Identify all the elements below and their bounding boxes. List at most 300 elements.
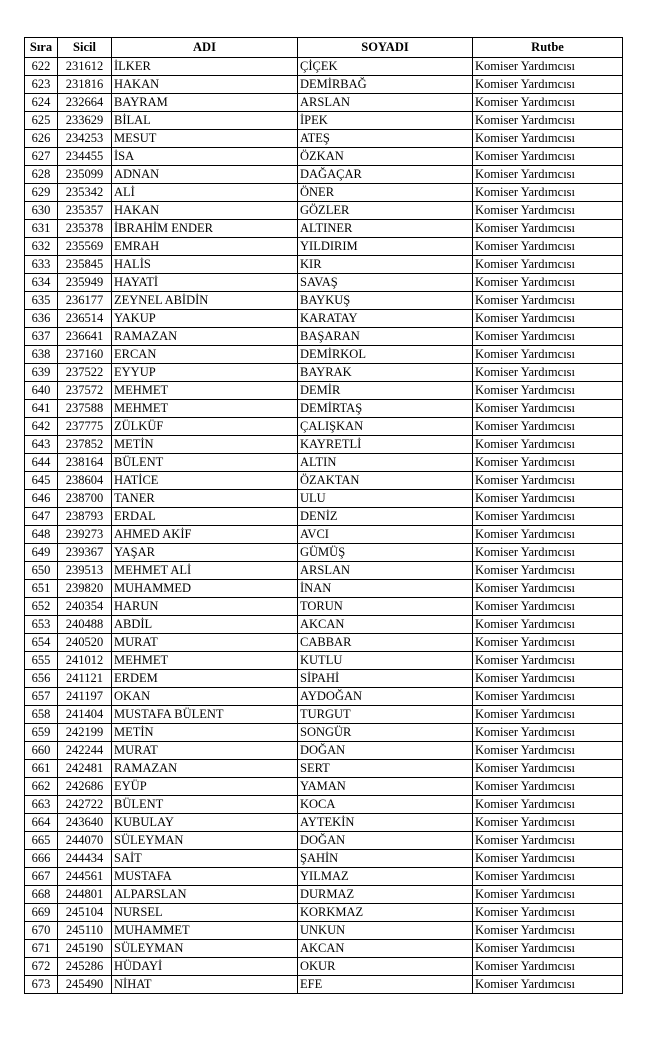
cell-sicil: 236514 xyxy=(58,310,112,328)
table-row xyxy=(25,346,623,364)
cell-sicil: 237572 xyxy=(58,382,112,400)
cell-adi: MUHAMMET xyxy=(112,922,298,940)
cell-soyadi: ALTIN xyxy=(298,454,473,472)
cell-adi: TANER xyxy=(112,490,298,508)
personnel-table xyxy=(24,37,623,994)
table-row xyxy=(25,796,623,814)
cell-rutbe: Komiser Yardımcısı xyxy=(473,148,623,166)
cell-rutbe: Komiser Yardımcısı xyxy=(473,454,623,472)
table-row xyxy=(25,292,623,310)
cell-sira: 673 xyxy=(25,976,58,994)
cell-sicil: 235569 xyxy=(58,238,112,256)
cell-rutbe: Komiser Yardımcısı xyxy=(473,796,623,814)
cell-adi: MUHAMMED xyxy=(112,580,298,598)
cell-rutbe: Komiser Yardımcısı xyxy=(473,76,623,94)
cell-sicil: 245286 xyxy=(58,958,112,976)
cell-sira: 650 xyxy=(25,562,58,580)
cell-sicil: 242244 xyxy=(58,742,112,760)
cell-sira: 644 xyxy=(25,454,58,472)
cell-adi: NİHAT xyxy=(112,976,298,994)
cell-soyadi: KOCA xyxy=(298,796,473,814)
cell-rutbe: Komiser Yardımcısı xyxy=(473,220,623,238)
cell-soyadi: AVCI xyxy=(298,526,473,544)
table-row xyxy=(25,130,623,148)
cell-sicil: 242722 xyxy=(58,796,112,814)
cell-adi: MUSTAFA BÜLENT xyxy=(112,706,298,724)
cell-soyadi: BAYKUŞ xyxy=(298,292,473,310)
cell-rutbe: Komiser Yardımcısı xyxy=(473,778,623,796)
cell-adi: MEHMET xyxy=(112,400,298,418)
cell-rutbe: Komiser Yardımcısı xyxy=(473,346,623,364)
table-row xyxy=(25,94,623,112)
table-row xyxy=(25,472,623,490)
cell-sira: 636 xyxy=(25,310,58,328)
cell-sira: 651 xyxy=(25,580,58,598)
cell-sira: 642 xyxy=(25,418,58,436)
cell-sicil: 237160 xyxy=(58,346,112,364)
cell-rutbe: Komiser Yardımcısı xyxy=(473,418,623,436)
cell-soyadi: OKUR xyxy=(298,958,473,976)
cell-rutbe: Komiser Yardımcısı xyxy=(473,850,623,868)
cell-rutbe: Komiser Yardımcısı xyxy=(473,184,623,202)
cell-sira: 643 xyxy=(25,436,58,454)
table-row xyxy=(25,922,623,940)
cell-soyadi: YILMAZ xyxy=(298,868,473,886)
cell-adi: HAKAN xyxy=(112,202,298,220)
cell-adi: ALİ xyxy=(112,184,298,202)
cell-adi: SAİT xyxy=(112,850,298,868)
cell-rutbe: Komiser Yardımcısı xyxy=(473,958,623,976)
header-sira: Sıra xyxy=(25,38,58,58)
cell-sicil: 239367 xyxy=(58,544,112,562)
cell-rutbe: Komiser Yardımcısı xyxy=(473,904,623,922)
cell-sicil: 237522 xyxy=(58,364,112,382)
table-row xyxy=(25,508,623,526)
cell-adi: BÜLENT xyxy=(112,454,298,472)
cell-sicil: 235357 xyxy=(58,202,112,220)
cell-rutbe: Komiser Yardımcısı xyxy=(473,940,623,958)
cell-soyadi: İNAN xyxy=(298,580,473,598)
cell-soyadi: YILDIRIM xyxy=(298,238,473,256)
cell-soyadi: DEMİRBAĞ xyxy=(298,76,473,94)
cell-sira: 663 xyxy=(25,796,58,814)
cell-sicil: 236641 xyxy=(58,328,112,346)
table-row xyxy=(25,976,623,994)
cell-sicil: 234455 xyxy=(58,148,112,166)
cell-adi: BÜLENT xyxy=(112,796,298,814)
cell-soyadi: ULU xyxy=(298,490,473,508)
cell-sira: 658 xyxy=(25,706,58,724)
cell-soyadi: SONGÜR xyxy=(298,724,473,742)
cell-soyadi: TORUN xyxy=(298,598,473,616)
cell-sicil: 245104 xyxy=(58,904,112,922)
cell-rutbe: Komiser Yardımcısı xyxy=(473,652,623,670)
cell-sira: 647 xyxy=(25,508,58,526)
cell-adi: İSA xyxy=(112,148,298,166)
cell-sira: 623 xyxy=(25,76,58,94)
cell-rutbe: Komiser Yardımcısı xyxy=(473,634,623,652)
cell-sicil: 231816 xyxy=(58,76,112,94)
cell-adi: SÜLEYMAN xyxy=(112,832,298,850)
table-row xyxy=(25,958,623,976)
cell-sicil: 240488 xyxy=(58,616,112,634)
cell-sira: 638 xyxy=(25,346,58,364)
cell-adi: HATİCE xyxy=(112,472,298,490)
cell-soyadi: ALTINER xyxy=(298,220,473,238)
cell-adi: MURAT xyxy=(112,742,298,760)
table-row xyxy=(25,652,623,670)
table-row xyxy=(25,490,623,508)
cell-sira: 657 xyxy=(25,688,58,706)
cell-sicil: 235342 xyxy=(58,184,112,202)
cell-adi: NURSEL xyxy=(112,904,298,922)
cell-soyadi: ÖZAKTAN xyxy=(298,472,473,490)
cell-sira: 655 xyxy=(25,652,58,670)
cell-sicil: 231612 xyxy=(58,58,112,76)
table-row xyxy=(25,202,623,220)
cell-sicil: 244801 xyxy=(58,886,112,904)
cell-sira: 652 xyxy=(25,598,58,616)
cell-sira: 662 xyxy=(25,778,58,796)
table-header xyxy=(25,38,623,58)
cell-sicil: 236177 xyxy=(58,292,112,310)
table-row xyxy=(25,814,623,832)
cell-adi: OKAN xyxy=(112,688,298,706)
cell-rutbe: Komiser Yardımcısı xyxy=(473,760,623,778)
cell-adi: HARUN xyxy=(112,598,298,616)
table-row xyxy=(25,832,623,850)
cell-soyadi: AKCAN xyxy=(298,616,473,634)
cell-sira: 626 xyxy=(25,130,58,148)
cell-sira: 624 xyxy=(25,94,58,112)
cell-sira: 633 xyxy=(25,256,58,274)
cell-rutbe: Komiser Yardımcısı xyxy=(473,706,623,724)
cell-sicil: 241404 xyxy=(58,706,112,724)
cell-rutbe: Komiser Yardımcısı xyxy=(473,544,623,562)
cell-sicil: 240520 xyxy=(58,634,112,652)
cell-adi: HALİS xyxy=(112,256,298,274)
cell-sira: 640 xyxy=(25,382,58,400)
cell-rutbe: Komiser Yardımcısı xyxy=(473,328,623,346)
cell-sira: 669 xyxy=(25,904,58,922)
cell-sira: 622 xyxy=(25,58,58,76)
cell-sira: 659 xyxy=(25,724,58,742)
cell-soyadi: KUTLU xyxy=(298,652,473,670)
table-row xyxy=(25,886,623,904)
cell-sira: 665 xyxy=(25,832,58,850)
cell-soyadi: DOĞAN xyxy=(298,832,473,850)
table-row xyxy=(25,850,623,868)
table-row xyxy=(25,274,623,292)
cell-soyadi: KARATAY xyxy=(298,310,473,328)
cell-rutbe: Komiser Yardımcısı xyxy=(473,742,623,760)
cell-soyadi: ÖNER xyxy=(298,184,473,202)
cell-soyadi: BAYRAK xyxy=(298,364,473,382)
cell-sicil: 239273 xyxy=(58,526,112,544)
cell-sira: 627 xyxy=(25,148,58,166)
table-row xyxy=(25,400,623,418)
cell-rutbe: Komiser Yardımcısı xyxy=(473,724,623,742)
cell-sicil: 242481 xyxy=(58,760,112,778)
cell-soyadi: ATEŞ xyxy=(298,130,473,148)
cell-sicil: 240354 xyxy=(58,598,112,616)
cell-sicil: 244561 xyxy=(58,868,112,886)
table-row xyxy=(25,688,623,706)
cell-soyadi: ÇİÇEK xyxy=(298,58,473,76)
cell-sira: 670 xyxy=(25,922,58,940)
cell-adi: MEHMET xyxy=(112,382,298,400)
table-row xyxy=(25,436,623,454)
cell-sicil: 241197 xyxy=(58,688,112,706)
cell-rutbe: Komiser Yardımcısı xyxy=(473,274,623,292)
cell-sira: 625 xyxy=(25,112,58,130)
cell-sira: 671 xyxy=(25,940,58,958)
table-row xyxy=(25,238,623,256)
table-row xyxy=(25,256,623,274)
cell-adi: METİN xyxy=(112,724,298,742)
cell-rutbe: Komiser Yardımcısı xyxy=(473,976,623,994)
cell-adi: ZÜLKÜF xyxy=(112,418,298,436)
table-row xyxy=(25,562,623,580)
cell-rutbe: Komiser Yardımcısı xyxy=(473,292,623,310)
cell-sira: 635 xyxy=(25,292,58,310)
cell-adi: HAKAN xyxy=(112,76,298,94)
table-row xyxy=(25,706,623,724)
cell-sira: 628 xyxy=(25,166,58,184)
cell-sicil: 244434 xyxy=(58,850,112,868)
cell-sira: 664 xyxy=(25,814,58,832)
cell-adi: EYYUP xyxy=(112,364,298,382)
cell-sicil: 238164 xyxy=(58,454,112,472)
cell-soyadi: TURGUT xyxy=(298,706,473,724)
table-row xyxy=(25,184,623,202)
cell-soyadi: DEMİR xyxy=(298,382,473,400)
cell-soyadi: DEMİRKOL xyxy=(298,346,473,364)
cell-sira: 668 xyxy=(25,886,58,904)
cell-soyadi: DEMİRTAŞ xyxy=(298,400,473,418)
table-row xyxy=(25,580,623,598)
cell-sicil: 237852 xyxy=(58,436,112,454)
cell-sira: 639 xyxy=(25,364,58,382)
table-row xyxy=(25,904,623,922)
header-rutbe: Rutbe xyxy=(473,38,623,58)
cell-rutbe: Komiser Yardımcısı xyxy=(473,490,623,508)
cell-adi: MURAT xyxy=(112,634,298,652)
cell-soyadi: DAĞAÇAR xyxy=(298,166,473,184)
cell-sira: 667 xyxy=(25,868,58,886)
cell-rutbe: Komiser Yardımcısı xyxy=(473,238,623,256)
header-adi: ADI xyxy=(112,38,298,58)
cell-sira: 629 xyxy=(25,184,58,202)
table-row xyxy=(25,112,623,130)
cell-sira: 632 xyxy=(25,238,58,256)
cell-sira: 631 xyxy=(25,220,58,238)
cell-adi: SÜLEYMAN xyxy=(112,940,298,958)
cell-sira: 630 xyxy=(25,202,58,220)
cell-rutbe: Komiser Yardımcısı xyxy=(473,310,623,328)
cell-sicil: 234253 xyxy=(58,130,112,148)
cell-soyadi: DOĞAN xyxy=(298,742,473,760)
cell-rutbe: Komiser Yardımcısı xyxy=(473,670,623,688)
cell-soyadi: CABBAR xyxy=(298,634,473,652)
cell-sira: 660 xyxy=(25,742,58,760)
cell-adi: MUSTAFA xyxy=(112,868,298,886)
table-row xyxy=(25,940,623,958)
cell-adi: RAMAZAN xyxy=(112,328,298,346)
cell-sira: 637 xyxy=(25,328,58,346)
cell-rutbe: Komiser Yardımcısı xyxy=(473,112,623,130)
cell-sicil: 244070 xyxy=(58,832,112,850)
cell-soyadi: DURMAZ xyxy=(298,886,473,904)
cell-adi: HÜDAYİ xyxy=(112,958,298,976)
table-row xyxy=(25,598,623,616)
cell-sira: 645 xyxy=(25,472,58,490)
cell-adi: ERDAL xyxy=(112,508,298,526)
table-row xyxy=(25,526,623,544)
cell-sicil: 238700 xyxy=(58,490,112,508)
cell-rutbe: Komiser Yardımcısı xyxy=(473,868,623,886)
table-row xyxy=(25,868,623,886)
table-row xyxy=(25,364,623,382)
cell-rutbe: Komiser Yardımcısı xyxy=(473,886,623,904)
cell-adi: RAMAZAN xyxy=(112,760,298,778)
cell-adi: YAŞAR xyxy=(112,544,298,562)
cell-soyadi: İPEK xyxy=(298,112,473,130)
cell-soyadi: SAVAŞ xyxy=(298,274,473,292)
cell-adi: ERDEM xyxy=(112,670,298,688)
table-body xyxy=(25,58,623,994)
cell-rutbe: Komiser Yardımcısı xyxy=(473,94,623,112)
cell-sira: 634 xyxy=(25,274,58,292)
cell-rutbe: Komiser Yardımcısı xyxy=(473,58,623,76)
cell-rutbe: Komiser Yardımcısı xyxy=(473,922,623,940)
cell-sira: 646 xyxy=(25,490,58,508)
cell-sicil: 242199 xyxy=(58,724,112,742)
cell-rutbe: Komiser Yardımcısı xyxy=(473,580,623,598)
cell-adi: BİLAL xyxy=(112,112,298,130)
cell-adi: ZEYNEL ABİDİN xyxy=(112,292,298,310)
table-row xyxy=(25,220,623,238)
table-row xyxy=(25,670,623,688)
cell-sicil: 245110 xyxy=(58,922,112,940)
table-row xyxy=(25,724,623,742)
table-row xyxy=(25,148,623,166)
cell-soyadi: SERT xyxy=(298,760,473,778)
cell-rutbe: Komiser Yardımcısı xyxy=(473,166,623,184)
cell-adi: YAKUP xyxy=(112,310,298,328)
cell-adi: MEHMET ALİ xyxy=(112,562,298,580)
cell-adi: BAYRAM xyxy=(112,94,298,112)
cell-sicil: 243640 xyxy=(58,814,112,832)
cell-soyadi: GÖZLER xyxy=(298,202,473,220)
table-row xyxy=(25,634,623,652)
cell-rutbe: Komiser Yardımcısı xyxy=(473,814,623,832)
cell-rutbe: Komiser Yardımcısı xyxy=(473,526,623,544)
table-row xyxy=(25,616,623,634)
cell-sicil: 237775 xyxy=(58,418,112,436)
table-row xyxy=(25,310,623,328)
cell-rutbe: Komiser Yardımcısı xyxy=(473,616,623,634)
cell-soyadi: YAMAN xyxy=(298,778,473,796)
cell-adi: EMRAH xyxy=(112,238,298,256)
cell-rutbe: Komiser Yardımcısı xyxy=(473,508,623,526)
cell-adi: ADNAN xyxy=(112,166,298,184)
cell-soyadi: GÜMÜŞ xyxy=(298,544,473,562)
cell-soyadi: KIR xyxy=(298,256,473,274)
table-row xyxy=(25,760,623,778)
cell-soyadi: AKCAN xyxy=(298,940,473,958)
cell-sira: 649 xyxy=(25,544,58,562)
table-row xyxy=(25,76,623,94)
cell-soyadi: ŞAHİN xyxy=(298,850,473,868)
cell-sira: 654 xyxy=(25,634,58,652)
cell-sicil: 235099 xyxy=(58,166,112,184)
cell-adi: İBRAHİM ENDER xyxy=(112,220,298,238)
cell-sicil: 232664 xyxy=(58,94,112,112)
cell-sicil: 245190 xyxy=(58,940,112,958)
cell-adi: ABDİL xyxy=(112,616,298,634)
cell-rutbe: Komiser Yardımcısı xyxy=(473,436,623,454)
cell-sira: 672 xyxy=(25,958,58,976)
cell-adi: İLKER xyxy=(112,58,298,76)
cell-sicil: 238604 xyxy=(58,472,112,490)
cell-rutbe: Komiser Yardımcısı xyxy=(473,364,623,382)
cell-sicil: 238793 xyxy=(58,508,112,526)
cell-sicil: 242686 xyxy=(58,778,112,796)
cell-soyadi: DENİZ xyxy=(298,508,473,526)
cell-adi: METİN xyxy=(112,436,298,454)
cell-soyadi: SİPAHİ xyxy=(298,670,473,688)
cell-sicil: 239513 xyxy=(58,562,112,580)
table-row xyxy=(25,58,623,76)
cell-rutbe: Komiser Yardımcısı xyxy=(473,598,623,616)
table-row xyxy=(25,166,623,184)
cell-soyadi: EFE xyxy=(298,976,473,994)
cell-soyadi: AYDOĞAN xyxy=(298,688,473,706)
table-row xyxy=(25,544,623,562)
cell-sira: 661 xyxy=(25,760,58,778)
cell-soyadi: ÖZKAN xyxy=(298,148,473,166)
cell-sira: 653 xyxy=(25,616,58,634)
cell-soyadi: BAŞARAN xyxy=(298,328,473,346)
cell-sicil: 235378 xyxy=(58,220,112,238)
table-row xyxy=(25,382,623,400)
table-row xyxy=(25,742,623,760)
cell-rutbe: Komiser Yardımcısı xyxy=(473,130,623,148)
cell-soyadi: ARSLAN xyxy=(298,562,473,580)
table-row xyxy=(25,454,623,472)
cell-rutbe: Komiser Yardımcısı xyxy=(473,382,623,400)
cell-adi: KUBULAY xyxy=(112,814,298,832)
cell-sicil: 235845 xyxy=(58,256,112,274)
cell-sicil: 239820 xyxy=(58,580,112,598)
cell-soyadi: AYTEKİN xyxy=(298,814,473,832)
cell-adi: EYÜP xyxy=(112,778,298,796)
cell-sira: 648 xyxy=(25,526,58,544)
cell-soyadi: KAYRETLİ xyxy=(298,436,473,454)
cell-sicil: 235949 xyxy=(58,274,112,292)
cell-sira: 666 xyxy=(25,850,58,868)
header-soyadi: SOYADI xyxy=(298,38,473,58)
table-row xyxy=(25,328,623,346)
table-row xyxy=(25,418,623,436)
cell-adi: HAYATİ xyxy=(112,274,298,292)
cell-adi: AHMED AKİF xyxy=(112,526,298,544)
header-row xyxy=(25,38,623,58)
cell-soyadi: ARSLAN xyxy=(298,94,473,112)
cell-adi: ALPARSLAN xyxy=(112,886,298,904)
cell-rutbe: Komiser Yardımcısı xyxy=(473,256,623,274)
